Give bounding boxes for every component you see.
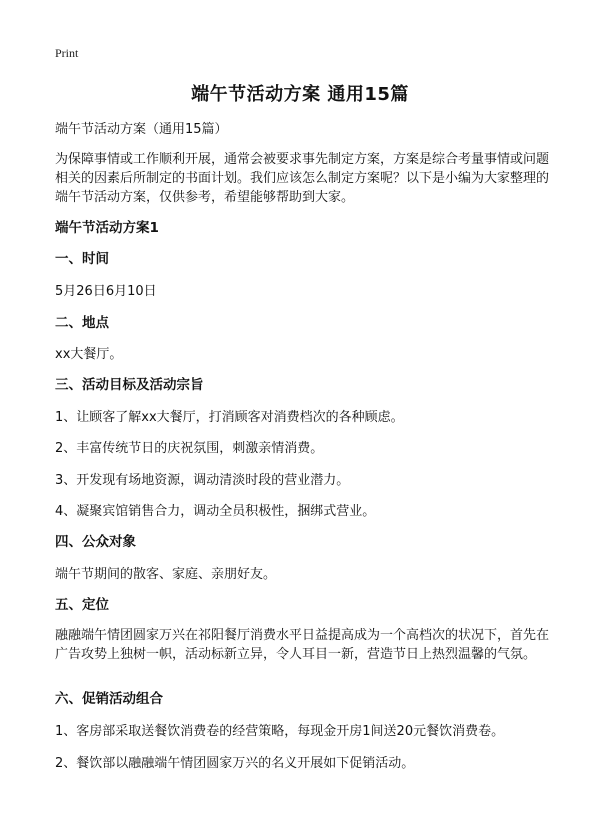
document-subtitle: 端午节活动方案（通用15篇） — [55, 122, 228, 137]
document-title: 端午节活动方案 通用15篇 — [191, 84, 409, 105]
print-label: Print — [55, 46, 79, 60]
goal-item: 4、凝聚宾馆销售合力，调动全员积极性，捆绑式营业。 — [55, 504, 376, 519]
goal-item: 2、丰富传统节日的庆祝氛围，刺激亲情消费。 — [55, 441, 324, 456]
promo-item: 2、餐饮部以融融端午情团圆家万兴的名义开展如下促销活动。 — [55, 756, 415, 771]
position-text: 融融端午情团圆家万兴在祁阳餐厅消费水平日益提高成为一个高档次的状况下，首先在广告攻势上独树一帜，活动标新立异，令人耳目一新，营造节日上热烈温馨的气氛。 — [55, 628, 550, 662]
intro-paragraph: 为保障事情或工作顺利开展，通常会被要求事先制定方案，方案是综合考量事情或问题相关的因素后所制定的书面计划。我们应该怎么制定方案呢？以下是小编为大家整理的端午节活动方案，仅供参考，希望能够帮助到大家。 — [55, 152, 550, 205]
place-heading: 二、地点 — [55, 315, 109, 331]
time-text: 5月26日6月10日 — [55, 284, 157, 299]
promo-heading: 六、促销活动组合 — [55, 691, 163, 707]
time-heading: 一、时间 — [55, 251, 109, 267]
goal-heading: 三、活动目标及活动宗旨 — [55, 377, 204, 393]
audience-heading: 四、公众对象 — [55, 534, 136, 550]
section-title: 端午节活动方案1 — [55, 220, 159, 236]
promo-item: 1、客房部采取送餐饮消费卷的经营策略，每现金开房1间送20元餐饮消费卷。 — [55, 724, 505, 739]
audience-text: 端午节期间的散客、家庭、亲朋好友。 — [55, 567, 277, 582]
position-heading: 五、定位 — [55, 597, 109, 613]
goal-item: 1、让顾客了解xx大餐厅，打消顾客对消费档次的各种顾虑。 — [55, 410, 404, 425]
place-text: xx大餐厅。 — [55, 347, 123, 362]
goal-item: 3、开发现有场地资源，调动清淡时段的营业潜力。 — [55, 473, 350, 488]
